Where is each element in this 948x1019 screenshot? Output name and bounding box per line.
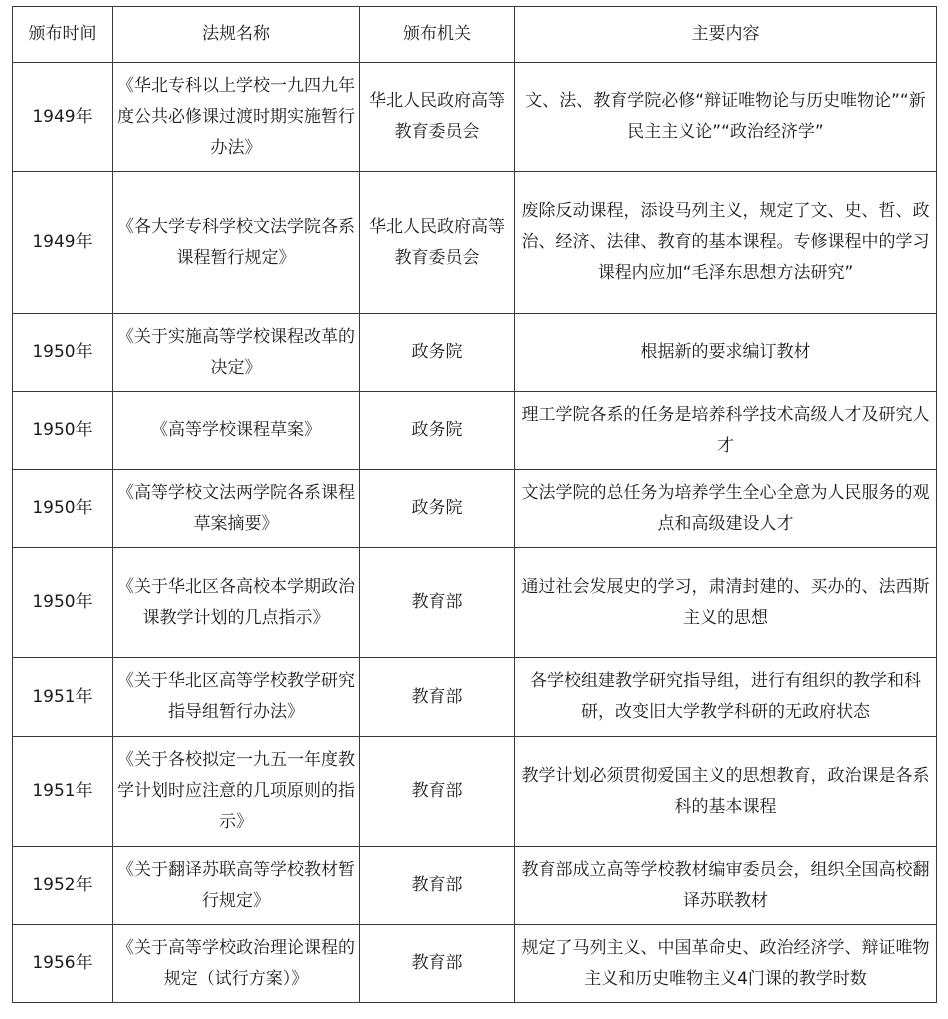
- cell-issuer: 教育部: [360, 847, 515, 925]
- cell-content: 规定了马列主义、中国革命史、政治经济学、辩证唯物主义和历史唯物主义4门课的教学时数: [515, 925, 937, 1003]
- cell-name: 《高等学校课程草案》: [113, 392, 360, 470]
- cell-time: 1952年: [13, 847, 113, 925]
- table-row: [13, 470, 937, 548]
- table-row: [13, 63, 937, 172]
- cell-time: 1956年: [13, 925, 113, 1003]
- table-row: [13, 737, 937, 847]
- cell-content: 理工学院各系的任务是培养科学技术高级人才及研究人才: [515, 392, 937, 470]
- cell-issuer: 政务院: [360, 314, 515, 392]
- cell-time: 1950年: [13, 314, 113, 392]
- cell-issuer: 华北人民政府高等教育委员会: [360, 172, 515, 314]
- cell-content: 文法学院的总任务为培养学生全心全意为人民服务的观点和高级建设人才: [515, 470, 937, 548]
- regulations-table: [12, 6, 937, 1003]
- table-row: [13, 658, 937, 737]
- cell-content: 各学校组建教学研究指导组，进行有组织的教学和科研，改变旧大学教学科研的无政府状态: [515, 658, 937, 737]
- cell-issuer: 政务院: [360, 392, 515, 470]
- cell-name: 《华北专科以上学校一九四九年度公共必修课过渡时期实施暂行办法》: [113, 63, 360, 172]
- cell-name: 《各大学专科学校文法学院各系课程暂行规定》: [113, 172, 360, 314]
- cell-time: 1949年: [13, 172, 113, 314]
- cell-issuer: 教育部: [360, 925, 515, 1003]
- cell-time: 1949年: [13, 63, 113, 172]
- cell-time: 1950年: [13, 470, 113, 548]
- cell-content: 根据新的要求编订教材: [515, 314, 937, 392]
- cell-time: 1951年: [13, 658, 113, 737]
- header-time: 颁布时间: [13, 7, 113, 63]
- cell-name: 《关于各校拟定一九五一年度教学计划时应注意的几项原则的指示》: [113, 737, 360, 847]
- cell-time: 1950年: [13, 392, 113, 470]
- cell-issuer: 教育部: [360, 737, 515, 847]
- cell-issuer: 华北人民政府高等教育委员会: [360, 63, 515, 172]
- cell-name: 《高等学校文法两学院各系课程草案摘要》: [113, 470, 360, 548]
- header-content: 主要内容: [515, 7, 937, 63]
- cell-time: 1950年: [13, 548, 113, 658]
- cell-name: 《关于高等学校政治理论课程的规定（试行方案）》: [113, 925, 360, 1003]
- cell-issuer: 政务院: [360, 470, 515, 548]
- table-row: [13, 925, 937, 1003]
- cell-name: 《关于翻译苏联高等学校教材暂行规定》: [113, 847, 360, 925]
- header-issuer: 颁布机关: [360, 7, 515, 63]
- cell-name: 《关于华北区高等学校教学研究指导组暂行办法》: [113, 658, 360, 737]
- cell-content: 废除反动课程，添设马列主义，规定了文、史、哲、政治、经济、法律、教育的基本课程。专修课程中的学习课程内应加“毛泽东思想方法研究”: [515, 172, 937, 314]
- cell-issuer: 教育部: [360, 548, 515, 658]
- table-row: [13, 314, 937, 392]
- cell-time: 1951年: [13, 737, 113, 847]
- header-row: [13, 7, 937, 63]
- cell-content: 教学计划必须贯彻爱国主义的思想教育，政治课是各系科的基本课程: [515, 737, 937, 847]
- cell-name: 《关于实施高等学校课程改革的决定》: [113, 314, 360, 392]
- table-row: [13, 392, 937, 470]
- cell-name: 《关于华北区各高校本学期政治课教学计划的几点指示》: [113, 548, 360, 658]
- table-row: [13, 847, 937, 925]
- cell-issuer: 教育部: [360, 658, 515, 737]
- cell-content: 文、法、教育学院必修“辩证唯物论与历史唯物论”“新民主主义论”“政治经济学”: [515, 63, 937, 172]
- header-name: 法规名称: [113, 7, 360, 63]
- cell-content: 教育部成立高等学校教材编审委员会，组织全国高校翻译苏联教材: [515, 847, 937, 925]
- cell-content: 通过社会发展史的学习，肃清封建的、买办的、法西斯主义的思想: [515, 548, 937, 658]
- table-row: [13, 548, 937, 658]
- table-row: [13, 172, 937, 314]
